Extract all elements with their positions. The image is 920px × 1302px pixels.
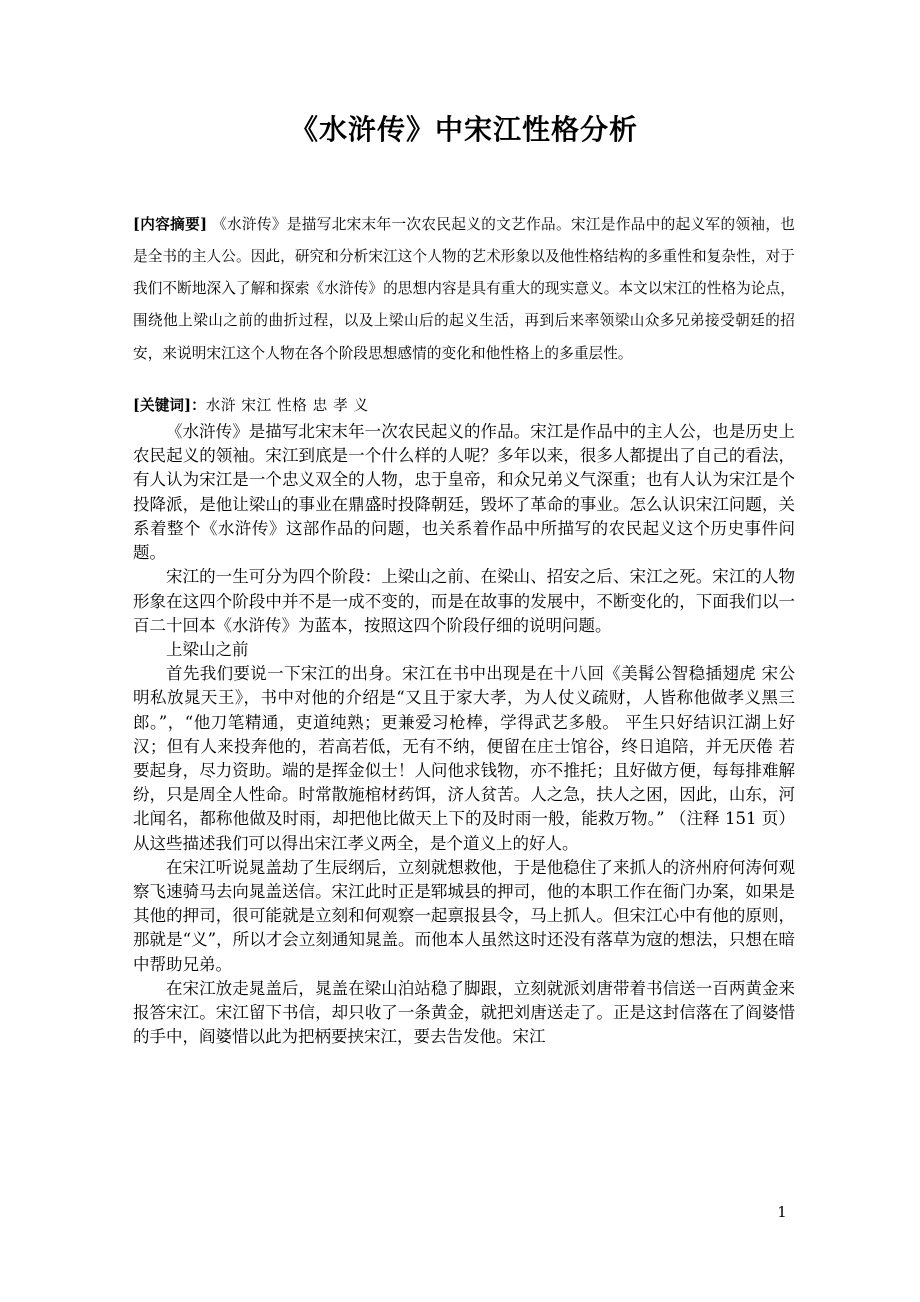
page-number: 1 bbox=[777, 1203, 787, 1221]
paragraph: 在宋江放走晁盖后，晁盖在梁山泊站稳了脚跟，立刻就派刘唐带着书信送一百两黄金来报答宋江。宋江留下书信，却只收了一条黄金，就把刘唐送走了。正是这封信落在了阎婆惜的手中，阎婆惜以此为把柄要挟宋江，要去告发他。宋江 bbox=[133, 978, 795, 1047]
abstract-label: [内容摘要] bbox=[133, 215, 208, 233]
section-subheading: 上梁山之前 bbox=[166, 639, 249, 659]
keywords-section bbox=[133, 394, 795, 418]
keywords-label: [关键词]： bbox=[133, 397, 206, 415]
paragraph: 首先我们要说一下宋江的出身。宋江在书中出现是在十八回《美髯公智稳插翅虎 宋公明私放晁天王》，书中对他的介绍是“又且于家大孝，为人仗义疏财，人皆称他做孝义黑三郎。”，“他刀笔精通，吏道纯熟；更兼爱习枪棒，学得武艺多般。 平生只好结识江湖上好汉；但有人来投奔他的，若高若低，无有不纳，便留在庄士馆谷，终日追陪，并无厌倦 若要起身，尽力资助。端的是挥金似士！人问他求钱物，亦不推托；且好做方便，每每排难解纷，只是周全人性命。时常散施棺材药饵，济人贫苦。人之急，扶人之困，因此，山东，河北闻名，都称他做及时雨，却把他比做天上下的及时雨一般，能救万物。” （注释 151 页）从这些描述我们可以得出宋江孝义两全，是个道义上的好人。 bbox=[133, 664, 795, 853]
keywords-list: 水浒 宋江 性格 忠 孝 义 bbox=[205, 397, 369, 415]
document-content bbox=[133, 0, 795, 1049]
abstract-section bbox=[133, 209, 795, 370]
paragraph: 宋江的一生可分为四个阶段：上梁山之前、在梁山、招安之后、宋江之死。宋江的人物形象在这四个阶段中并不是一成不变的，而是在故事的发展中，不断变化的，下面我们以一百二十回本《水浒传》为蓝本，按照这四个阶段仔细的说明问题。 bbox=[133, 567, 795, 635]
abstract-text: 《水浒传》是描写北宋末年一次农民起义的文艺作品。宋江是作品中的起义军的领袖，也是全书的主人公。因此，研究和分析宋江这个人物的艺术形象以及他性格结构的多重性和复杂性，对于我们不断地深入了解和探索《水浒传》的思想内容是具有重大的现实意义。本文以宋江的性格为论点，围绕他上梁山之前的曲折过程，以及上梁山后的起义生活，再到后来率领梁山众多兄弟接受朝廷的招安，来说明宋江这个人物在各个阶段思想感情的变化和他性格上的多重层性。 bbox=[133, 215, 795, 362]
page-title: 《水浒传》中宋江性格分析 bbox=[289, 113, 638, 146]
paragraph: 在宋江听说晁盖劫了生辰纲后，立刻就想救他，于是他稳住了来抓人的济州府何涛何观察飞速骑马去向晁盖送信。宋江此时正是郓城县的押司，他的本职工作在衙门办案，如果是其他的押司，很可能就是立刻和何观察一起禀报县令，马上抓人。但宋江心中有他的原则，那就是“义”，所以才会立刻通知晁盖。而他本人虽然这时还没有落草为寇的想法，只想在暗中帮助兄弟。 bbox=[133, 857, 795, 974]
paragraph: 《水浒传》是描写北宋末年一次农民起义的作品。宋江是作品中的主人公，也是历史上农民起义的领袖。宋江到底是一个什么样的人呢？多年以来，很多人都提出了自己的看法，有人认为宋江是一个忠义双全的人物，忠于皇帝，和众兄弟义气深重；也有人认为宋江是个投降派，是他让梁山的事业在鼎盛时投降朝廷，毁坏了革命的事业。怎么认识宋江问题，关系着整个《水浒传》这部作品的问题，也关系着作品中所描写的农民起义这个历史事件问题。 bbox=[133, 422, 795, 563]
body-text bbox=[133, 420, 795, 1049]
